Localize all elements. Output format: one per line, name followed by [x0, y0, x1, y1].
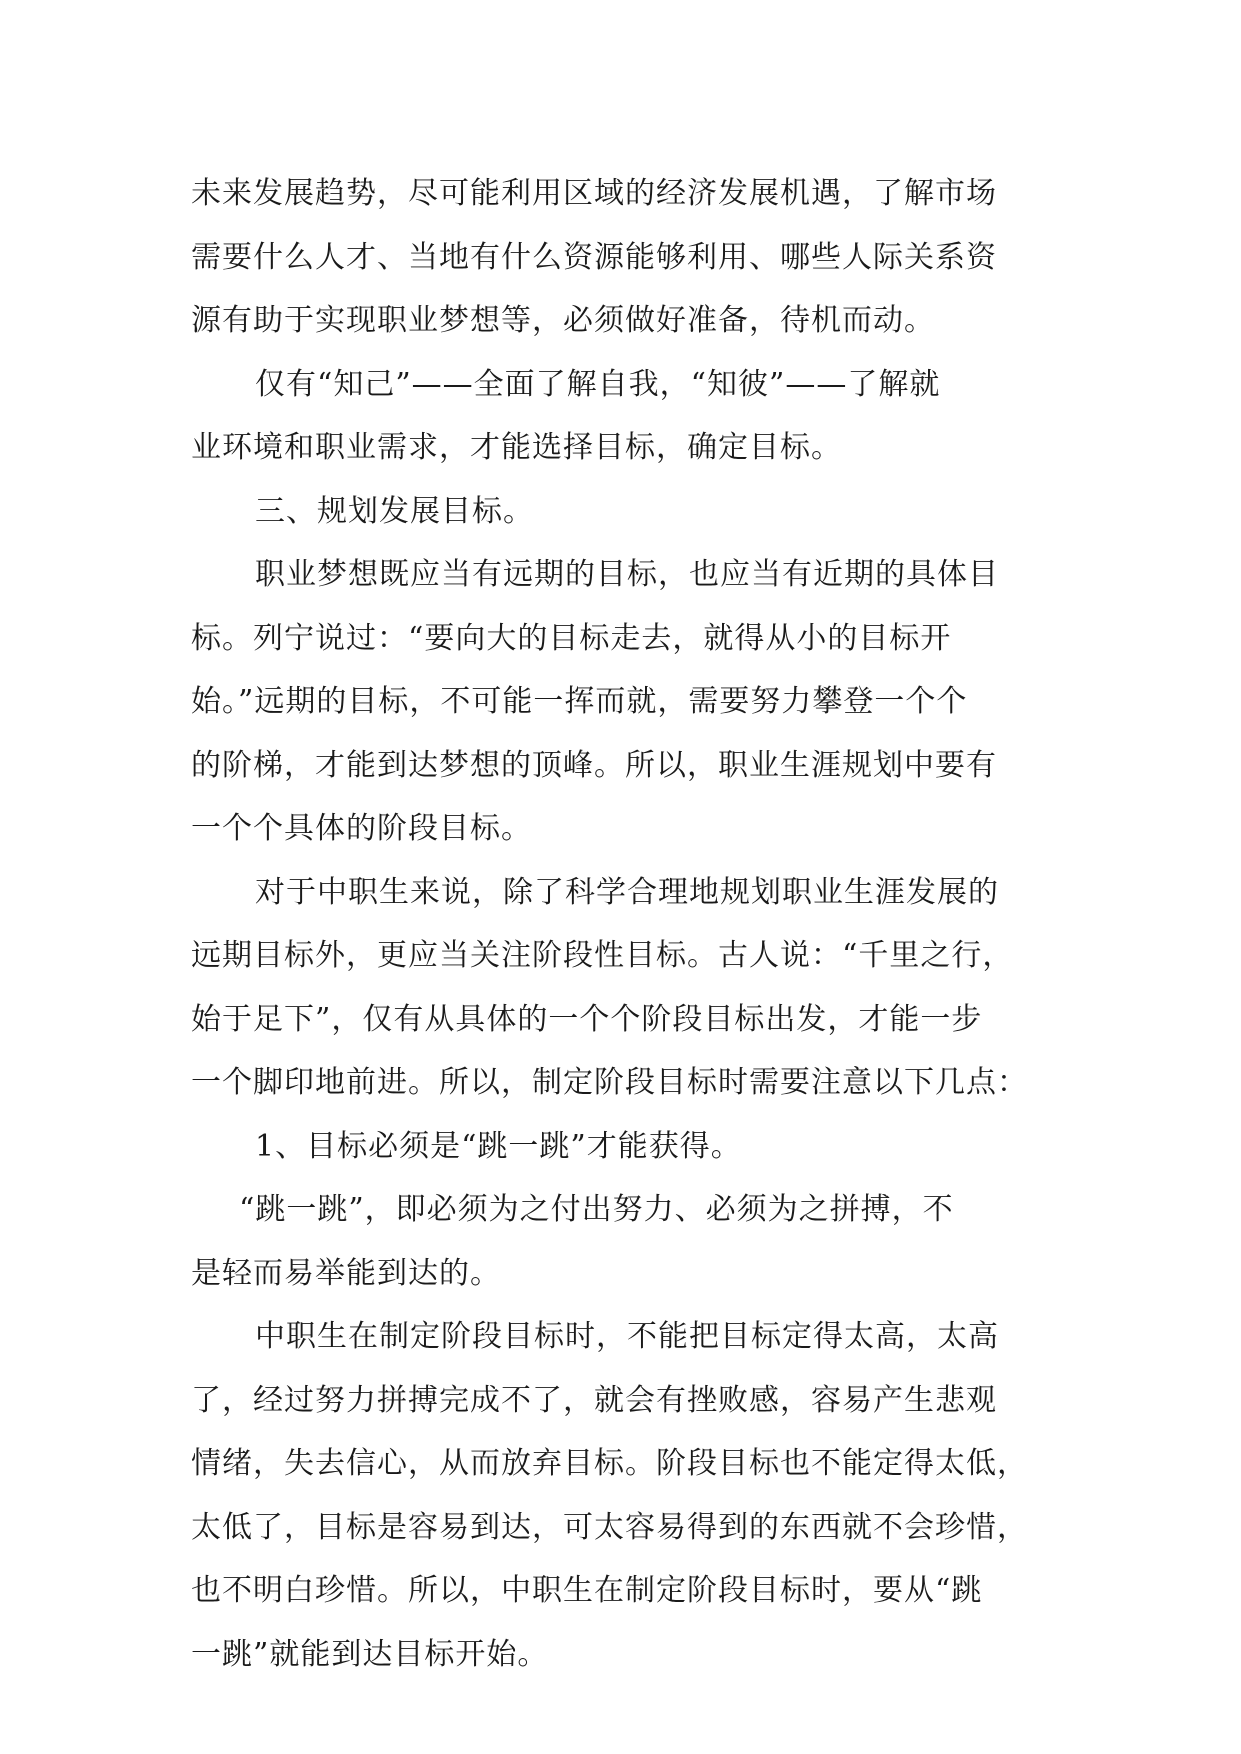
text-line: 也不明白珍惜。所以，中职生在制定阶段目标时，要从“跳 [191, 1573, 983, 1608]
text-line: 远期目标外，更应当关注阶段性目标。古人说：“千里之行， [191, 938, 1014, 973]
paragraph-start-line: 中职生在制定阶段目标时，不能把目标定得太高，太高 [255, 1319, 999, 1354]
text-line: 始于足下”，仅有从具体的一个个阶段目标出发，才能一步 [191, 1001, 983, 1037]
text-line: 了，经过努力拼搏完成不了，就会有挫败感，容易产生悲观 [191, 1382, 997, 1418]
text-line: 情绪，失去信心，从而放弃目标。阶段目标也不能定得太低， [191, 1446, 1028, 1481]
text-line: 的阶梯，才能到达梦想的顶峰。所以，职业生涯规划中要有 [191, 747, 997, 783]
text-line: 业环境和职业需求，才能选择目标，确定目标。 [191, 430, 842, 465]
body-text [191, 162, 1051, 1686]
text-line: 是轻而易举能到达的。 [191, 1255, 501, 1291]
text-line: 未来发展趋势，尽可能利用区域的经济发展机遇，了解市场 [191, 176, 997, 211]
text-line: 太低了，目标是容易到达，可太容易得到的东西就不会珍惜， [191, 1509, 1028, 1545]
paragraph-start-line: “跳一跳”，即必须为之付出努力、必须为之拼搏，不 [239, 1192, 954, 1227]
text-line: 需要什么人才、当地有什么资源能够利用、哪些人际关系资 [191, 239, 997, 275]
text-line: 标。列宁说过：“要向大的目标走去，就得从小的目标开 [191, 620, 952, 656]
paragraph-start-line: 仅有“知己”——全面了解自我，“知彼”——了解就 [255, 366, 941, 402]
text-line: 一个脚印地前进。所以，制定阶段目标时需要注意以下几点： [191, 1065, 1028, 1100]
paragraph-start-line: 职业梦想既应当有远期的目标，也应当有近期的具体目 [255, 557, 999, 592]
text-line: 一个个具体的阶段目标。 [191, 811, 532, 846]
text-line: 源有助于实现职业梦想等，必须做好准备，待机而动。 [191, 303, 935, 338]
section-heading: 三、规划发展目标。 [255, 493, 534, 529]
paragraph-start-line: 对于中职生来说，除了科学合理地规划职业生涯发展的 [255, 874, 999, 910]
list-item-heading: 1、目标必须是“跳一跳”才能获得。 [255, 1128, 742, 1164]
text-line: 一跳”就能到达目标开始。 [191, 1636, 549, 1672]
text-line: 始。”远期的目标，不可能一挥而就，需要努力攀登一个个 [191, 684, 968, 719]
